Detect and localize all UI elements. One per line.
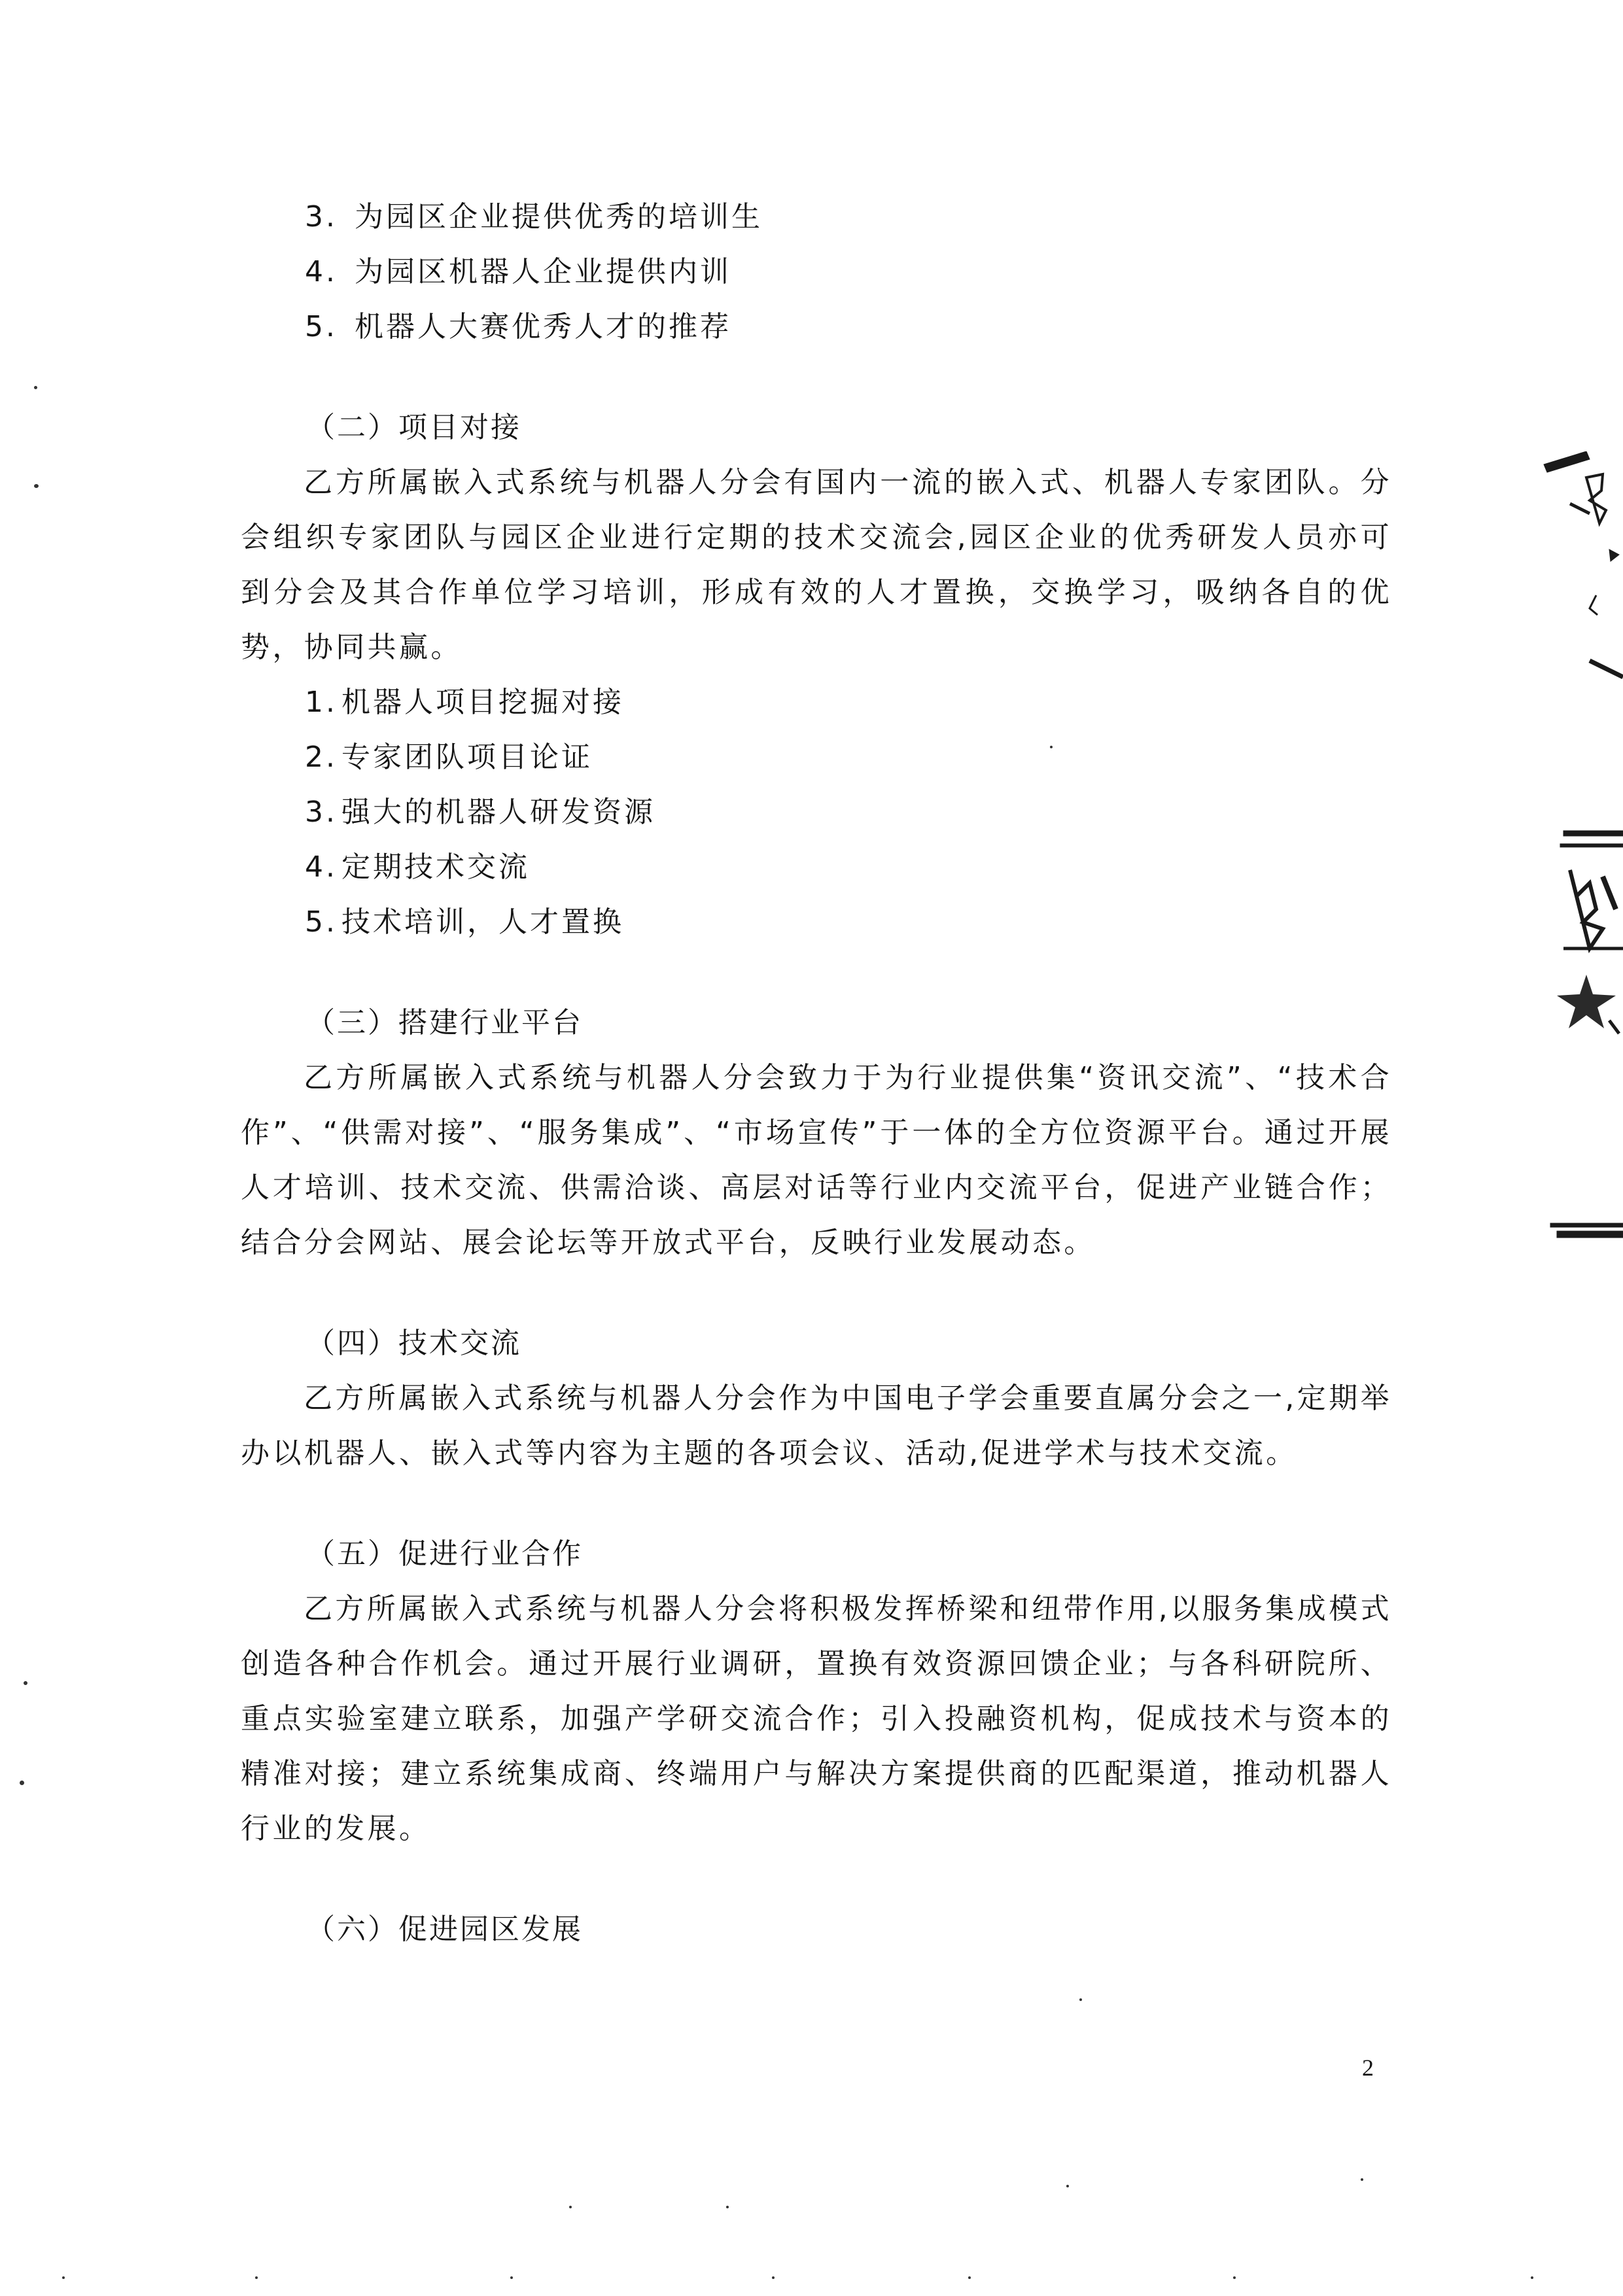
list-item bbox=[305, 840, 1392, 895]
list-item bbox=[305, 785, 1392, 840]
section-heading: （五）促进行业合作 bbox=[306, 1537, 583, 1571]
scan-speck bbox=[1233, 2276, 1236, 2279]
section-heading: （六）促进园区发展 bbox=[306, 1913, 583, 1946]
list-item-text: 专家团队项目论证 bbox=[341, 740, 593, 774]
list-item-text: 技术培训，人才置换 bbox=[341, 905, 624, 939]
section-paragraph: 乙方所属嵌入式系统与机器人分会致力于为行业提供集“资讯交流”、“技术合作”、“供需对接”、“服务集成”、“市场宣传”于一体的全方位资源平台。通过开展人才培训、技术交流、供需洽谈、高层对话等行业内交流平台，促进产业链合作；结合分会网站、展会论坛等开放式平台，反映行业发展动态。 bbox=[241, 1061, 1392, 1259]
section-heading: （四）技术交流 bbox=[306, 1327, 521, 1360]
page-number: 2 bbox=[1362, 2055, 1374, 2081]
list-item-number: 4. bbox=[305, 255, 338, 288]
seal-stamp-fragment bbox=[1524, 451, 1623, 1328]
list-item-text: 为园区企业提供优秀的培训生 bbox=[354, 200, 763, 234]
scan-speck bbox=[569, 2206, 572, 2208]
scan-speck bbox=[1079, 1998, 1082, 2001]
section-heading: （三）搭建行业平台 bbox=[306, 1006, 583, 1039]
list-item-number: 5. bbox=[305, 310, 338, 343]
list-item-number: 5. bbox=[305, 905, 338, 939]
section-technical-exchange bbox=[241, 1316, 1392, 1481]
list-item-text: 机器人项目挖掘对接 bbox=[341, 686, 624, 719]
scan-speck bbox=[1361, 2178, 1363, 2181]
list-item bbox=[305, 675, 1392, 730]
scan-speck bbox=[772, 2276, 775, 2279]
section-project-docking bbox=[241, 400, 1392, 950]
scan-speck bbox=[968, 2276, 971, 2279]
list-item-number: 1. bbox=[305, 686, 338, 719]
list-item-number: 2. bbox=[305, 740, 338, 774]
scan-speck bbox=[20, 1781, 24, 1785]
list-item-text: 机器人大赛优秀人才的推荐 bbox=[354, 310, 731, 343]
scan-speck bbox=[1531, 2276, 1533, 2279]
list-item bbox=[305, 895, 1392, 950]
section-paragraph: 乙方所属嵌入式系统与机器人分会将积极发挥桥梁和纽带作用,以服务集成模式创造各种合作机会。通过开展行业调研，置换有效资源回馈企业；与各科研院所、重点实验室建立联系，加强产学研交流合作；引入投融资机构，促成技术与资本的精准对接；建立系统集成商、终端用户与解决方案提供商的匹配渠道，推动机器人行业的发展。 bbox=[241, 1592, 1392, 1845]
list-item-number: 3. bbox=[305, 795, 338, 829]
scan-speck bbox=[1066, 2185, 1069, 2187]
section-heading: （二）项目对接 bbox=[306, 411, 521, 444]
list-item-text: 为园区机器人企业提供内训 bbox=[354, 255, 731, 288]
section-paragraph: 乙方所属嵌入式系统与机器人分会有国内一流的嵌入式、机器人专家团队。分会组织专家团队与园区企业进行定期的技术交流会,园区企业的优秀研发人员亦可到分会及其合作单位学习培训，形成有效的人才置换，交换学习，吸纳各自的优势，协同共赢。 bbox=[241, 466, 1392, 664]
document-body bbox=[241, 190, 1392, 1957]
scan-speck bbox=[34, 484, 39, 488]
scan-speck bbox=[255, 2276, 258, 2279]
list-item-number: 3. bbox=[305, 200, 338, 234]
scan-speck bbox=[24, 1681, 27, 1685]
list-item bbox=[305, 730, 1392, 785]
list-top bbox=[241, 190, 1392, 355]
list-item-text: 定期技术交流 bbox=[341, 850, 530, 884]
list-item-text: 强大的机器人研发资源 bbox=[341, 795, 655, 829]
scan-speck bbox=[34, 386, 37, 389]
list-item bbox=[305, 245, 1392, 300]
scan-speck bbox=[1050, 746, 1053, 748]
section-paragraph: 乙方所属嵌入式系统与机器人分会作为中国电子学会重要直属分会之一,定期举办以机器人、嵌入式等内容为主题的各项会议、活动,促进学术与技术交流。 bbox=[241, 1382, 1392, 1470]
list-item bbox=[305, 190, 1392, 245]
list-item bbox=[305, 300, 1392, 355]
scan-speck bbox=[62, 2276, 65, 2279]
section-industry-cooperation bbox=[241, 1527, 1392, 1856]
section-park-development bbox=[241, 1902, 1392, 1957]
scan-speck bbox=[510, 2276, 513, 2279]
list-item-number: 4. bbox=[305, 850, 338, 884]
section-industry-platform bbox=[241, 996, 1392, 1270]
scan-speck bbox=[726, 2206, 729, 2208]
